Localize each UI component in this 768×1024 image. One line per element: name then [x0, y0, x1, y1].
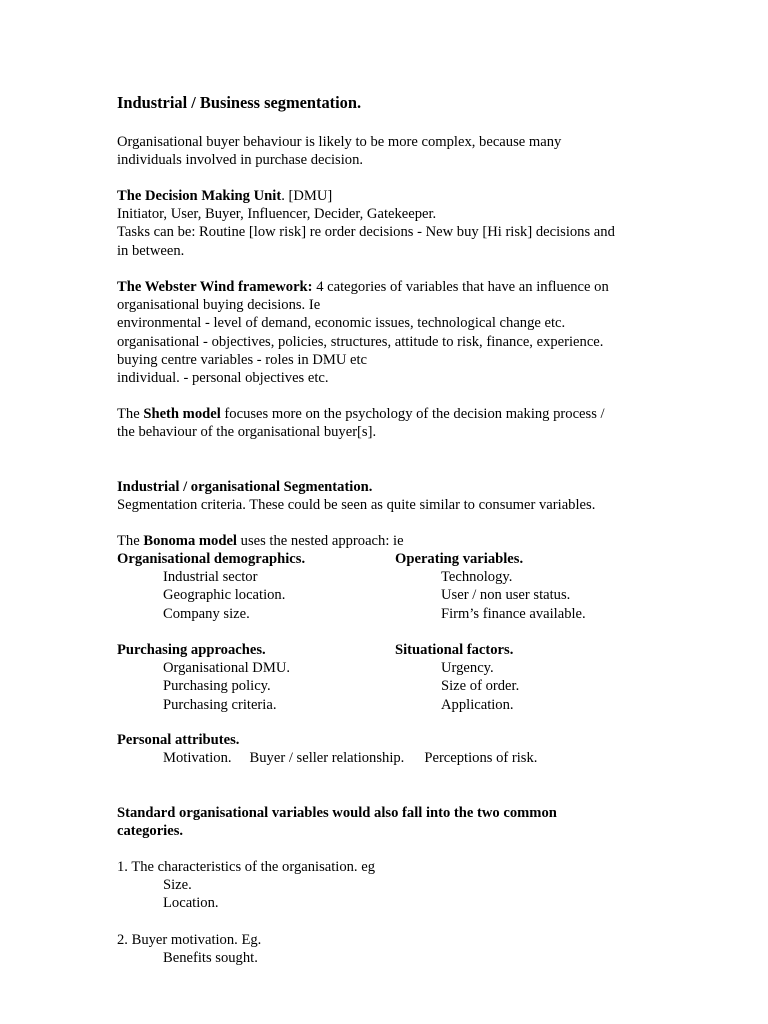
bonoma-intro [117, 532, 657, 550]
segmentation-criteria: Segmentation criteria. These could be seen as quite similar to consumer variables. [117, 497, 596, 514]
operating-variables-heading: Operating variables. [395, 551, 524, 567]
webster-heading: The Webster Wind framework: [117, 279, 313, 295]
list-item: Size of order. [441, 678, 520, 695]
list-item: Location. [163, 895, 219, 912]
dmu-heading: The Decision Making Unit [117, 188, 282, 204]
purchasing-approaches-heading: Purchasing approaches. [117, 642, 266, 658]
list-item: Motivation. [163, 750, 232, 767]
bonoma-row-2 [117, 641, 657, 717]
webster-buying-centre: buying centre variables - roles in DMU etc [117, 351, 368, 368]
sheth-line-1 [117, 405, 657, 423]
situational-factors-heading: Situational factors. [395, 642, 514, 658]
segmentation-section [117, 478, 657, 514]
list-item: Technology. [441, 569, 513, 586]
situational-factors-group [395, 641, 665, 714]
dmu-tasks-line-2: in between. [117, 242, 185, 259]
intro-line-2: individuals involved in purchase decision. [117, 152, 364, 169]
organisational-demographics-heading: Organisational demographics. [117, 551, 306, 567]
list-item: Purchasing criteria. [163, 696, 277, 713]
dmu-heading-suffix: . [DMU] [281, 188, 333, 204]
list-item: Application. [441, 696, 514, 713]
purchasing-approaches-group [117, 641, 395, 714]
bonoma-row-1 [117, 550, 657, 626]
list-item: Urgency. [441, 660, 494, 677]
list-item: Company size. [163, 605, 250, 622]
webster-individual: individual. - personal objectives etc. [117, 370, 329, 387]
personal-attributes-heading: Personal attributes. [117, 732, 240, 748]
operating-variables-group [395, 550, 665, 623]
list-item: Buyer / seller relationship. [249, 750, 405, 767]
list-item: Size. [163, 877, 192, 894]
list-item: Purchasing policy. [163, 678, 271, 695]
webster-heading-suffix: 4 categories of variables that have an influence on [312, 279, 609, 295]
list-item: Industrial sector [163, 569, 258, 586]
list-item: Geographic location. [163, 587, 286, 604]
standard-variables-line-2: categories. [117, 823, 184, 840]
sheth-suffix: focuses more on the psychology of the decision making process / [220, 406, 605, 422]
standard-variables-line-1: Standard organisational variables would also fall into the two common [117, 805, 557, 821]
webster-line-2: organisational buying decisions. Ie [117, 297, 321, 314]
page-title: Industrial / Business segmentation. [117, 93, 362, 112]
webster-heading-line [117, 278, 657, 296]
dmu-section [117, 187, 657, 260]
list-heading-buyer-motivation: 2. Buyer motivation. Eg. [117, 932, 262, 948]
intro-paragraph [117, 133, 657, 169]
webster-section [117, 278, 657, 387]
personal-attributes-group [117, 731, 657, 767]
list-item: Perceptions of risk. [424, 750, 538, 767]
list-item: User / non user status. [441, 587, 571, 604]
list-item: Firm’s finance available. [441, 605, 586, 622]
bonoma-prefix: The [117, 533, 144, 549]
buyer-motivation-list [117, 931, 657, 967]
intro-line-1: Organisational buyer behaviour is likely to be more complex, because many [117, 134, 562, 150]
characteristics-list [117, 858, 657, 913]
bonoma-model-name: Bonoma model [143, 533, 237, 549]
sheth-prefix: The [117, 406, 144, 422]
organisational-demographics-group [117, 550, 395, 623]
dmu-tasks-line-1: Tasks can be: Routine [low risk] re order decisions - New buy [Hi risk] decisions and [117, 224, 615, 241]
sheth-section [117, 405, 657, 441]
list-heading-characteristics: 1. The characteristics of the organisation. eg [117, 859, 376, 875]
segmentation-heading: Industrial / organisational Segmentation. [117, 479, 373, 495]
sheth-line-2: the behaviour of the organisational buyer[s]. [117, 424, 377, 441]
bonoma-suffix: uses the nested approach: ie [237, 533, 404, 549]
webster-organisational: organisational - objectives, policies, structures, attitude to risk, finance, experience. [117, 333, 604, 350]
dmu-roles: Initiator, User, Buyer, Influencer, Decider, Gatekeeper. [117, 206, 437, 223]
sheth-model-name: Sheth model [143, 406, 221, 422]
list-item: Benefits sought. [163, 950, 258, 967]
standard-variables-section [117, 804, 657, 840]
dmu-heading-line [117, 187, 657, 205]
personal-attributes-items [117, 749, 657, 767]
list-item: Organisational DMU. [163, 660, 291, 677]
webster-environmental: environmental - level of demand, economic issues, technological change etc. [117, 315, 566, 332]
